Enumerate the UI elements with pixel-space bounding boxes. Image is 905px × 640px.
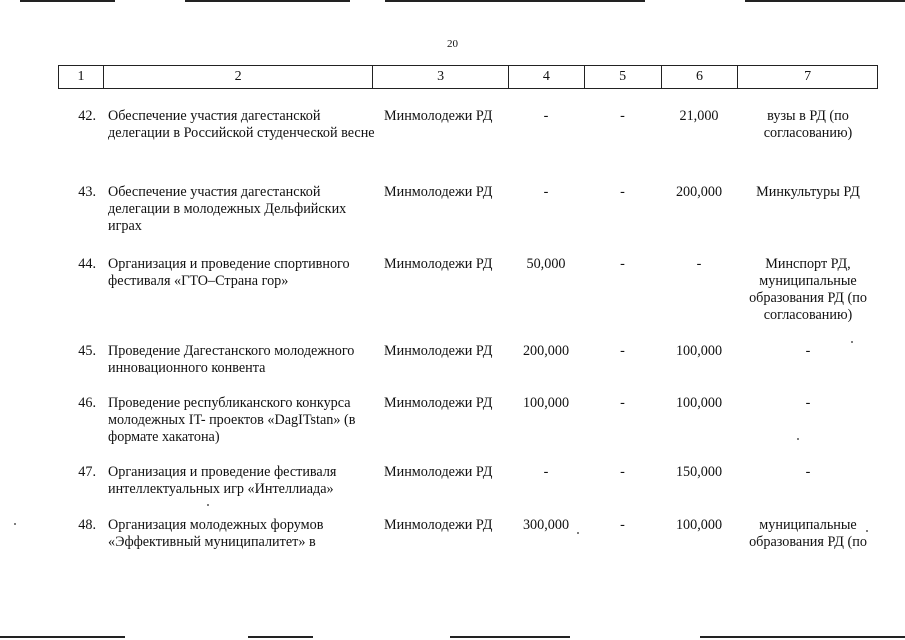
value-col-6: 100,000 <box>675 517 723 533</box>
row-number: 48. <box>78 517 96 533</box>
executor: Минмолодежи РД <box>384 184 493 200</box>
scan-speck <box>207 504 209 506</box>
value-col-4: 50,000 <box>526 256 566 272</box>
scan-edge-line <box>450 636 570 638</box>
value-col-6: 100,000 <box>675 395 723 411</box>
value-col-5: - <box>620 108 625 124</box>
executor: Минмолодежи РД <box>384 517 493 533</box>
header-col-2: 2 <box>104 66 373 88</box>
value-col-5: - <box>620 395 625 411</box>
activity-name: Организация и проведение фестиваля интеллектуальных игр «Интеллиада» <box>108 464 337 497</box>
scan-speck <box>14 523 16 525</box>
value-col-5: - <box>620 464 625 480</box>
header-col-4: 4 <box>509 66 585 88</box>
header-col-3: 3 <box>373 66 509 88</box>
scan-edge-line <box>248 636 313 638</box>
executor: Минмолодежи РД <box>384 108 493 124</box>
value-col-4: 200,000 <box>522 343 570 359</box>
executor: Минмолодежи РД <box>384 464 493 480</box>
page-number: 20 <box>447 38 458 50</box>
co-executors: - <box>805 395 811 411</box>
header-col-1: 1 <box>59 66 104 88</box>
row-number: 46. <box>78 395 96 411</box>
header-col-5: 5 <box>585 66 662 88</box>
executor: Минмолодежи РД <box>384 395 493 411</box>
activity-name: Организация и проведение спортивного фестиваля «ГТО–Страна гор» <box>108 256 350 289</box>
header-col-6: 6 <box>662 66 739 88</box>
value-col-4: 300,000 <box>522 517 570 533</box>
co-executors: - <box>805 464 811 480</box>
co-executors: вузы в РД (по согласованию) <box>763 108 853 141</box>
row-number: 47. <box>78 464 96 480</box>
executor: Минмолодежи РД <box>384 343 493 359</box>
value-col-5: - <box>620 343 625 359</box>
row-number: 44. <box>78 256 96 272</box>
scan-edge-line <box>0 636 125 638</box>
value-col-6: 21,000 <box>679 108 719 124</box>
activity-name: Обеспечение участия дагестанской делегации в молодежных Дельфийских играх <box>108 184 347 234</box>
value-col-5: - <box>620 517 625 533</box>
scan-edge-line <box>185 0 350 2</box>
header-col-7: 7 <box>804 69 812 84</box>
activity-name: Проведение республиканского конкурса молодежных IT- проектов «DagITstan» (в формате хакатона) <box>108 395 356 445</box>
value-col-5: - <box>620 256 625 272</box>
scan-edge-line <box>20 0 115 2</box>
scan-edge-line <box>385 0 645 2</box>
activity-name: Организация молодежных форумов «Эффективный муниципалитет» в <box>108 517 324 550</box>
table-header-row <box>58 65 878 89</box>
row-number: 43. <box>78 184 96 200</box>
value-col-4: - <box>543 108 549 124</box>
value-col-6: 150,000 <box>675 464 723 480</box>
executor: Минмолодежи РД <box>384 256 493 272</box>
scan-edge-line <box>745 0 905 2</box>
activity-name: Проведение Дагестанского молодежного инновационного конвента <box>108 343 355 376</box>
scan-edge-line <box>700 636 905 638</box>
co-executors: Минкультуры РД <box>756 184 860 200</box>
scan-speck <box>797 438 799 440</box>
value-col-4: - <box>543 464 549 480</box>
activity-name: Обеспечение участия дагестанской делегации в Российской студенческой весне <box>108 108 375 141</box>
value-col-6: - <box>696 256 702 272</box>
value-col-5: - <box>620 184 625 200</box>
row-number: 42. <box>78 108 96 124</box>
value-col-6: 100,000 <box>675 343 723 359</box>
value-col-4: - <box>543 184 549 200</box>
co-executors: - <box>805 343 811 359</box>
co-executors: муниципальные образования РД (по <box>749 517 867 550</box>
row-number: 45. <box>78 343 96 359</box>
value-col-6: 200,000 <box>675 184 723 200</box>
value-col-4: 100,000 <box>522 395 570 411</box>
co-executors: Минспорт РД, муниципальные образования РД (по согласованию) <box>749 256 867 323</box>
